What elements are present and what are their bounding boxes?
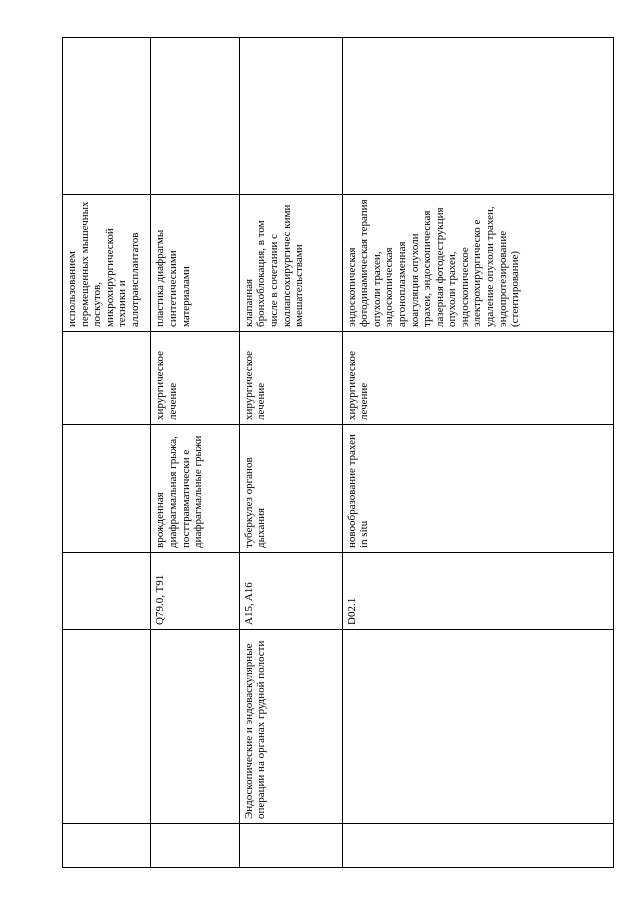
rotated-table-container — [62, 38, 614, 868]
medical-procedures-table — [62, 37, 614, 868]
table-cell — [342, 824, 613, 868]
table-cell: хирургическое лечение — [239, 332, 342, 425]
table-row — [151, 38, 239, 868]
table-cell: D02.1 — [342, 553, 613, 630]
table-cell — [239, 824, 342, 868]
table-cell: Эндоскопические и эндоваскулярные операции на органах грудной полости — [239, 630, 342, 824]
table-cell — [151, 38, 239, 195]
table-row — [342, 38, 613, 868]
table-cell: Q79.0, T91 — [151, 553, 239, 630]
table-cell: туберкулез органов дыхания — [239, 425, 342, 553]
table-cell: A15, A16 — [239, 553, 342, 630]
table-cell — [63, 332, 151, 425]
table-cell — [151, 824, 239, 868]
table-cell — [63, 425, 151, 553]
table-row — [239, 38, 342, 868]
table-cell — [239, 38, 342, 195]
table-cell: новообразование трахеи in situ — [342, 425, 613, 553]
table-cell — [63, 630, 151, 824]
table-cell — [63, 38, 151, 195]
table-cell: эндоскопическая фотодинамическая терапия опухоли трахеи, эндоскопическая аргоноплазменная коагуляция опухоли трахеи, эндоскопическая лазерная фотодеструкция опухоли трахеи, эндоскопическое электрохирургическо е удаление опухоли трахеи, эндопротезирование (стентирование) — [342, 195, 613, 332]
table-row — [63, 38, 151, 868]
table-cell — [63, 824, 151, 868]
table-cell — [342, 630, 613, 824]
table-cell: клапанная бронхоблокация, в том числе в сочетании с коллапсохирургичес кими вмешательствами — [239, 195, 342, 332]
table-cell — [342, 38, 613, 195]
table-cell — [151, 630, 239, 824]
table-cell: врожденная диафрагмальная грыжа, посттравматически е диафрагмальные грыжи — [151, 425, 239, 553]
table-cell: использованием перемещенных мышечных лоскутов, микрохирургической техники и аллотрансплантатов — [63, 195, 151, 332]
table-cell: пластика диафрагмы синтетическими материалами — [151, 195, 239, 332]
table-cell: хирургическое лечение — [342, 332, 613, 425]
table-cell — [63, 553, 151, 630]
table-cell: хирургическое лечение — [151, 332, 239, 425]
